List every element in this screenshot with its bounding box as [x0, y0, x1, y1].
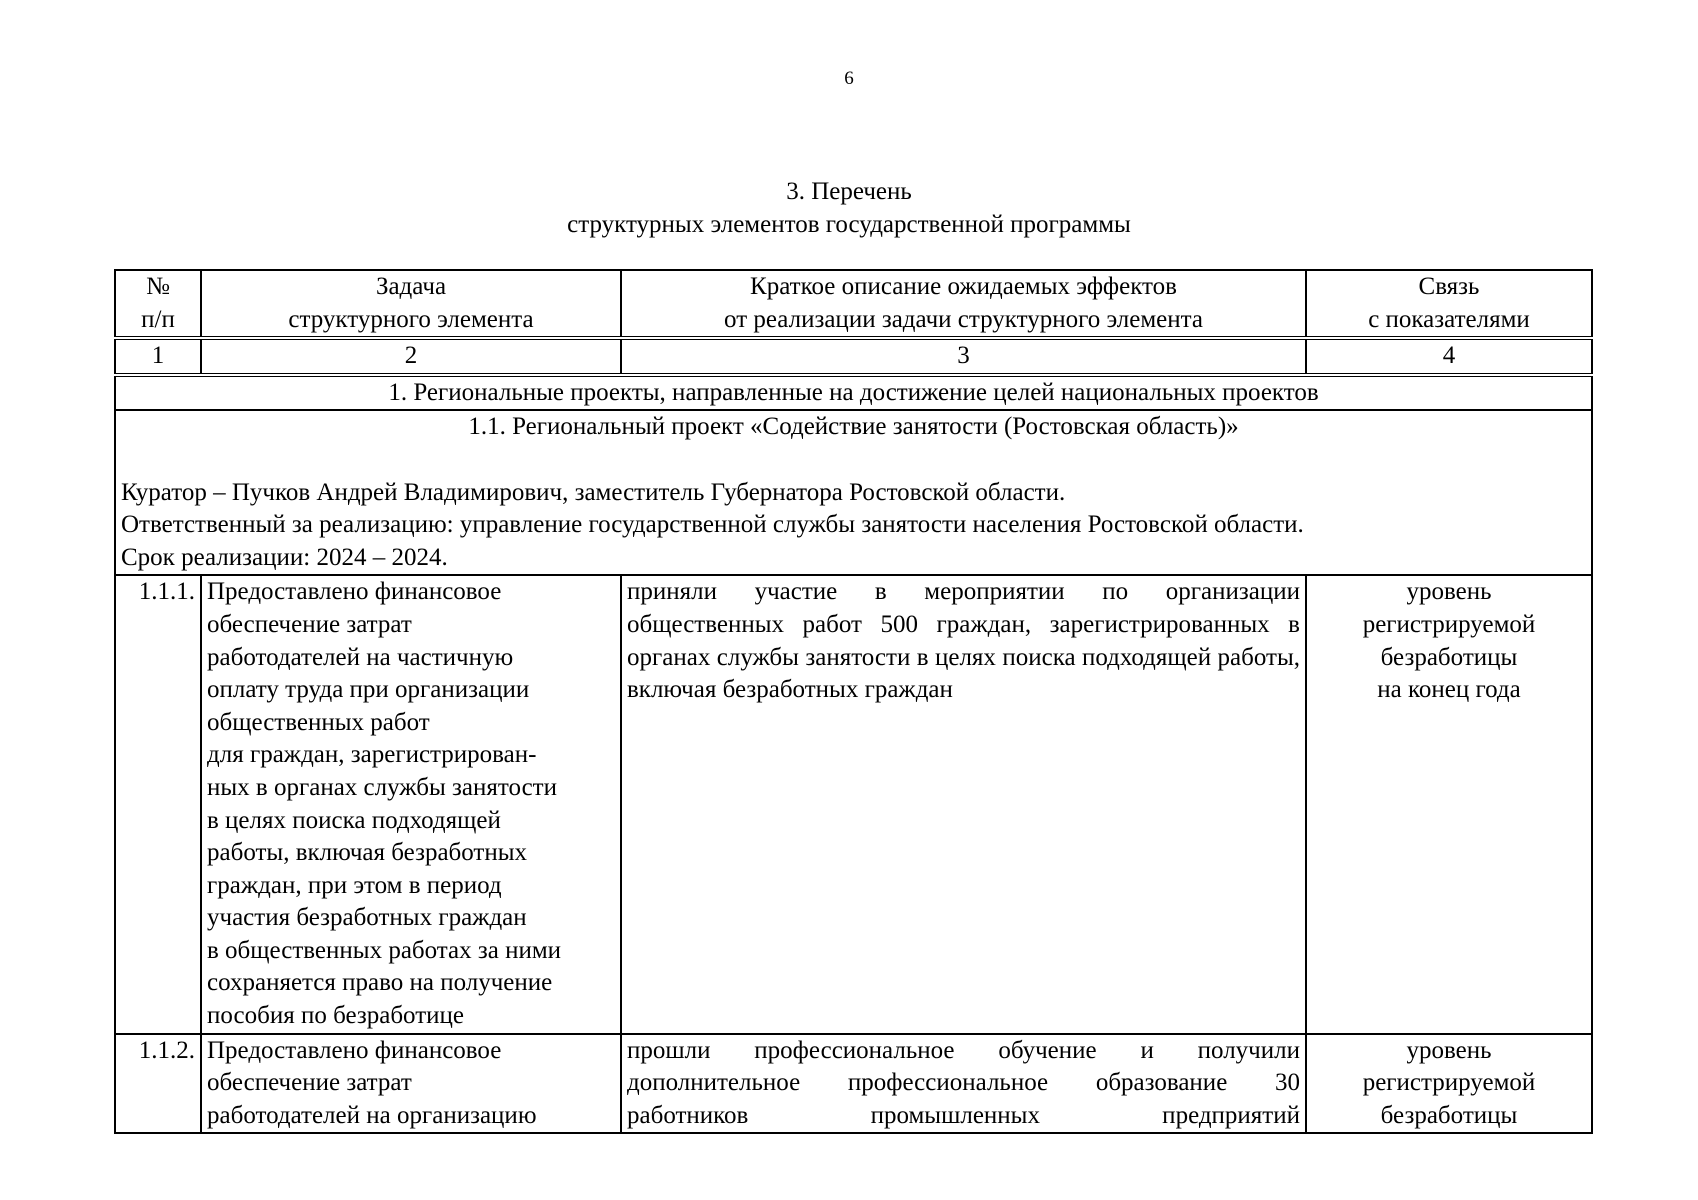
row-task: Предоставлено финансовое обеспечение затрат работодателей на организацию	[201, 1034, 621, 1134]
project-info	[115, 410, 1592, 575]
project-row	[115, 410, 1592, 575]
row-indicator-link: уровень регистрируемой безработицы	[1306, 1034, 1592, 1134]
table-header-row	[115, 270, 1592, 338]
table-row	[115, 575, 1592, 1033]
row-number: 1.1.2.	[115, 1034, 201, 1134]
column-number-4: 4	[1306, 338, 1592, 375]
title-line-2: структурных элементов государственной программы	[567, 211, 1131, 238]
row-number: 1.1.1.	[115, 575, 201, 1033]
header-indicators: Связь с показателями	[1306, 270, 1592, 338]
table-row	[115, 1034, 1592, 1134]
title-line-1: 3. Перечень	[786, 178, 912, 205]
structural-elements-table	[114, 269, 1593, 1134]
column-number-3: 3	[621, 338, 1306, 375]
header-effects: Краткое описание ожидаемых эффектов от реализации задачи структурного элемента	[621, 270, 1306, 338]
project-name: 1.1. Региональный проект «Содействие занятости (Ростовская область)»	[468, 413, 1239, 441]
page-number: 6	[844, 68, 854, 89]
section-title: 1. Региональные проекты, направленные на достижение целей национальных проектов	[115, 375, 1592, 411]
header-task: Задача структурного элемента	[201, 270, 621, 338]
column-number-2: 2	[201, 338, 621, 375]
column-numbers-row	[115, 338, 1592, 375]
column-number-1: 1	[115, 338, 201, 375]
row-indicator-link: уровень регистрируемой безработицы на конец года	[1306, 575, 1592, 1033]
project-responsible: Ответственный за реализацию: управление государственной службы занятости населения Ростовской области.	[121, 511, 1304, 539]
section-row	[115, 375, 1592, 411]
project-curator: Куратор – Пучков Андрей Владимирович, заместитель Губернатора Ростовской области.	[121, 478, 1066, 506]
row-effect: приняли участие в мероприятии по организации общественных работ 500 граждан, зарегистрированных в органах службы занятости в целях поиска подходящей работы, включая безработных граждан	[621, 575, 1306, 1033]
header-number: № п/п	[115, 270, 201, 338]
document-title	[0, 175, 1698, 241]
project-term: Срок реализации: 2024 – 2024.	[121, 543, 448, 571]
row-task: Предоставлено финансовое обеспечение затрат работодателей на частичную оплату труда при организации общественных работ для граждан, зарегистрирован- ных в органах службы занятости в целях поиска подходящей работы, включая безработных граждан, при этом в период участия безработных граждан в общественных работах за ними сохраняется право на получение пособия по безработице	[201, 575, 621, 1033]
row-effect: прошли профессиональное обучение и получили дополнительное профессиональное образование 30 работников промышленных предприятий	[621, 1034, 1306, 1134]
